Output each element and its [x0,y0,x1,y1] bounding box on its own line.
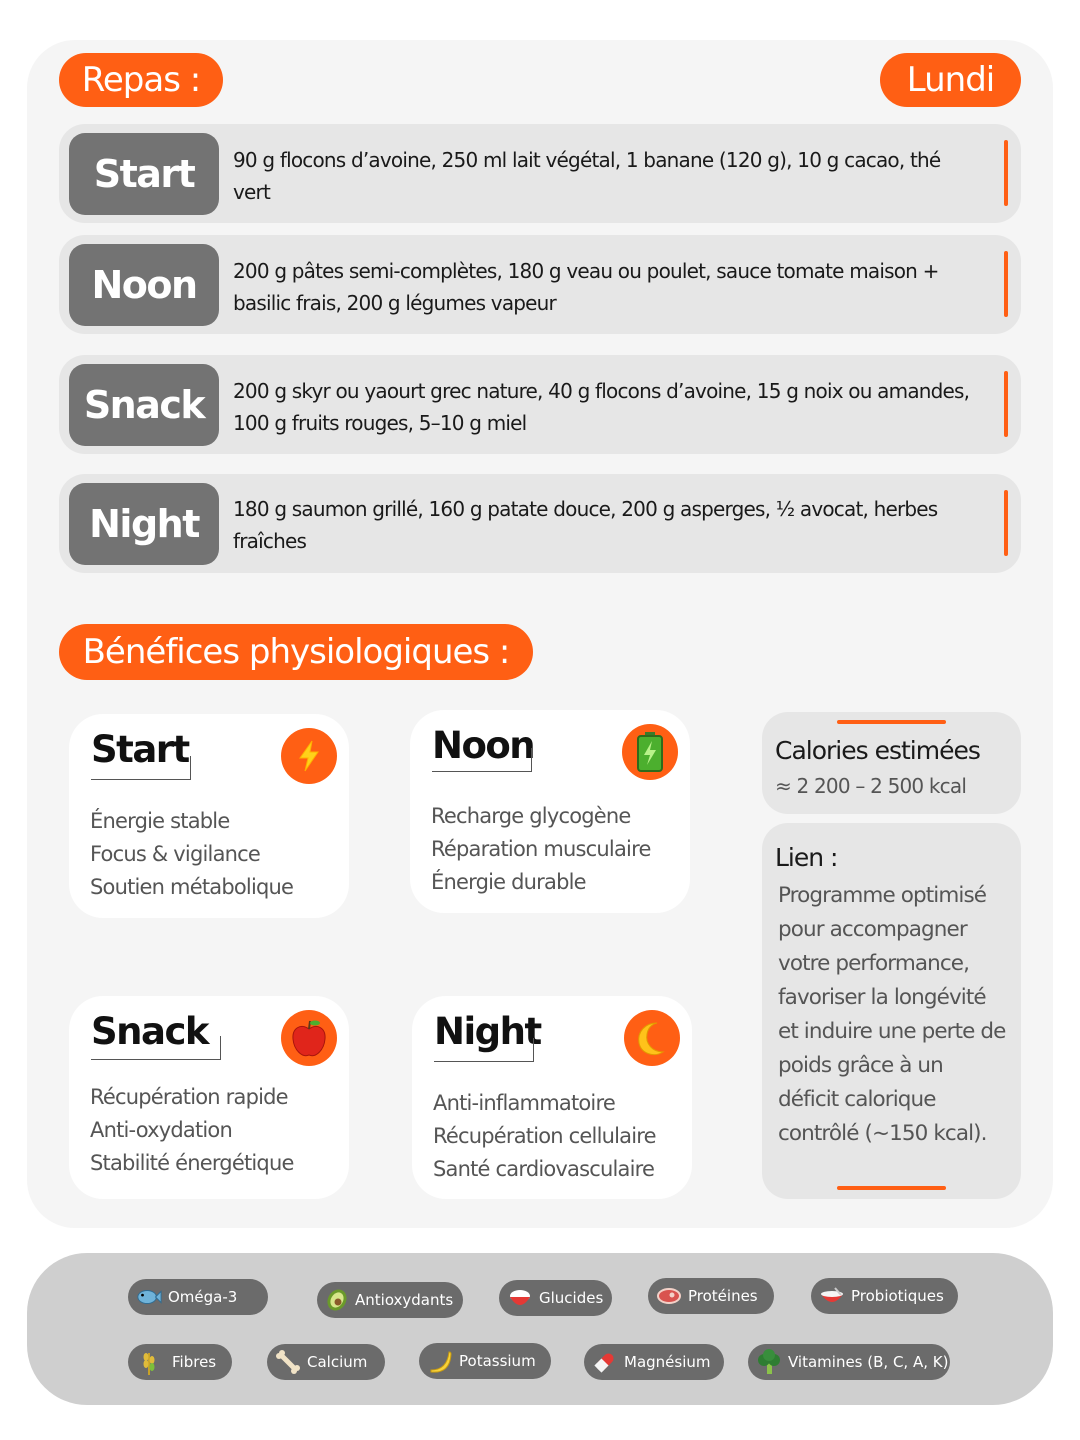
meals-heading: Repas : [59,53,223,107]
moon-icon [624,1010,680,1066]
tag-magnesium [584,1344,724,1380]
day-badge: Lundi [880,53,1021,107]
tag-vitamines [748,1344,950,1380]
lien-text [778,879,1005,1151]
bowl-icon [819,1283,845,1309]
tag-probiotiques [811,1278,958,1314]
avocado-icon [325,1287,349,1313]
accent-bar [1004,371,1008,437]
bone-icon [275,1349,301,1375]
benefit-item: Anti-inflammatoire [433,1091,615,1115]
benefit-title: Snack [91,1010,208,1053]
meat-icon [656,1283,682,1309]
meal-row-start [59,124,1021,223]
accent-line [837,720,946,724]
lien-line: déficit calorique [778,1087,936,1112]
tag-fibres [128,1344,232,1380]
accent-bar [1004,490,1008,556]
tag-potassium [419,1343,551,1379]
tag-label: Vitamines (B, C, A, K) [788,1353,949,1371]
accent-bar [1004,140,1008,206]
accent-bar [1004,251,1008,317]
benefit-item: Soutien métabolique [90,875,294,899]
benefit-item: Recharge glycogène [431,804,631,828]
meal-label: Noon [69,244,219,326]
lien-line: poids grâce à un [778,1053,943,1078]
benefit-item: Santé cardiovasculaire [433,1157,655,1181]
meal-description: 90 g flocons d’avoine, 250 ml lait végétal, 1 banane (120 g), 10 g cacao, thé vert [233,148,941,204]
calories-box [762,712,1021,814]
tag-antioxydants [317,1282,463,1318]
wheat-icon [136,1349,162,1375]
battery-icon [622,724,678,780]
meal-description: 200 g pâtes semi-complètes, 180 g veau ou poulet, sauce tomate maison + basilic frais, 200 g légumes vapeur [233,259,939,315]
tag-label: Glucides [539,1289,604,1307]
broccoli-icon [756,1349,782,1375]
meal-description: 180 g saumon grillé, 160 g patate douce, 200 g asperges, ½ avocat, herbes fraîches [233,497,938,553]
lien-line: favoriser la longévité [778,985,986,1010]
fish-icon [136,1284,162,1310]
tag-omega3 [128,1279,268,1315]
tag-label: Oméga-3 [168,1288,238,1306]
apple-icon [281,1010,337,1066]
calories-value: ≈ 2 200 – 2 500 kcal [775,774,967,798]
benefit-item: Récupération rapide [90,1085,288,1109]
lien-label: Lien : [775,843,838,872]
lien-line: pour accompagner [778,917,967,942]
title-underline [432,748,532,772]
benefit-list [433,1087,656,1186]
tag-label: Fibres [172,1353,217,1371]
benefit-list [431,800,651,899]
benefit-card-night [412,996,692,1199]
benefit-title: Start [91,728,189,771]
lien-box [762,823,1021,1199]
meal-row-night [59,474,1021,573]
pill-icon [592,1349,618,1375]
benefit-title: Night [434,1010,541,1053]
meal-label: Start [69,133,219,215]
lien-line: Programme optimisé [778,883,987,908]
lien-line: contrôlé (~150 kcal). [778,1121,987,1146]
benefit-item: Focus & vigilance [90,842,261,866]
benefit-list [90,1081,294,1180]
benefit-item: Énergie durable [431,870,586,894]
benefit-item: Réparation musculaire [431,837,651,861]
calories-label: Calories estimées [775,736,980,765]
benefit-card-snack [69,996,349,1199]
meal-row-snack [59,355,1021,454]
nutrients-panel [27,1253,1053,1405]
title-underline [91,1036,221,1060]
benefit-card-start [69,714,349,918]
benefit-list [90,805,293,904]
tag-label: Protéines [688,1287,758,1305]
meal-label: Night [69,483,219,565]
rice-icon [507,1285,533,1311]
title-underline [91,756,191,780]
benefit-item: Stabilité énergétique [90,1151,294,1175]
tag-proteines [648,1278,774,1314]
benefit-title: Noon [432,724,535,767]
title-underline [434,1038,534,1062]
tag-label: Antioxydants [355,1291,454,1309]
banana-icon [427,1348,453,1374]
tag-glucides [499,1280,612,1316]
lightning-icon [281,728,337,784]
lien-line: votre performance, [778,951,970,976]
benefit-item: Énergie stable [90,809,230,833]
tag-label: Potassium [459,1352,536,1370]
meal-row-noon [59,235,1021,334]
tag-label: Magnésium [624,1353,711,1371]
meal-label: Snack [69,364,219,446]
meal-description: 200 g skyr ou yaourt grec nature, 40 g flocons d’avoine, 15 g noix ou amandes, 100 g fruits rouges, 5–10 g miel [233,379,970,435]
tag-label: Probiotiques [851,1287,944,1305]
tag-label: Calcium [307,1353,368,1371]
lien-line: et induire une perte de [778,1019,1006,1044]
benefit-item: Récupération cellulaire [433,1124,656,1148]
benefit-item: Anti-oxydation [90,1118,232,1142]
benefits-heading: Bénéfices physiologiques : [59,624,533,680]
tag-calcium [267,1344,385,1380]
benefit-card-noon [410,710,690,913]
accent-line [837,1186,946,1190]
